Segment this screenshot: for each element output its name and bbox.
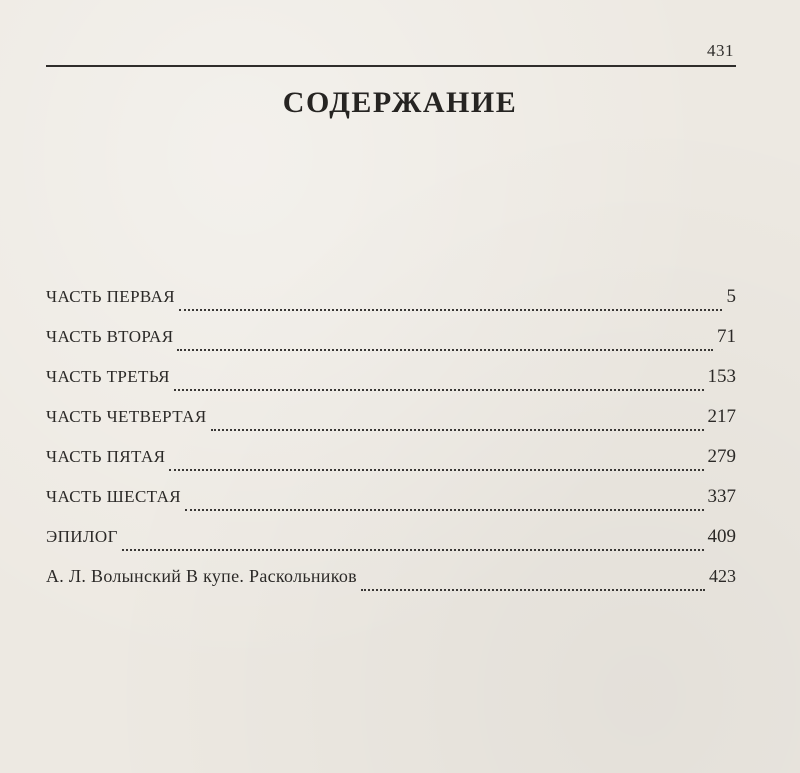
toc-entry-part-5: [46, 446, 736, 486]
toc-entry-part-4: [46, 406, 736, 446]
toc-entry-label: ЭПИЛОГ: [46, 527, 118, 546]
toc-entry-label: ЧАСТЬ ШЕСТАЯ: [46, 487, 182, 506]
toc-entry-epilogue: [46, 526, 736, 566]
toc-leader-dots: [361, 589, 705, 591]
table-of-contents: [46, 286, 736, 606]
toc-entry-label: ЧАСТЬ ВТОРАЯ: [46, 327, 174, 346]
toc-entry-part-6: [46, 486, 736, 526]
toc-leader-dots: [211, 429, 704, 431]
toc-entry-appendix: [46, 566, 736, 606]
toc-entry-label: А. Л. Волынский В купе. Раскольников: [46, 566, 357, 586]
page-title: СОДЕРЖАНИЕ: [282, 86, 518, 119]
toc-entry-page: 5: [726, 286, 736, 307]
toc-entry-page: 423: [709, 566, 736, 586]
toc-entry-page: 153: [707, 366, 736, 387]
page-number: 431: [707, 41, 734, 60]
toc-entry-label: ЧАСТЬ ПЯТАЯ: [46, 447, 166, 466]
toc-leader-dots: [169, 469, 703, 471]
toc-leader-dots: [185, 509, 703, 511]
toc-entry-label: ЧАСТЬ ПЕРВАЯ: [46, 287, 176, 306]
toc-entry-label: ЧАСТЬ ТРЕТЬЯ: [46, 367, 170, 386]
toc-entry-page: 217: [707, 406, 736, 427]
toc-entry-part-2: [46, 326, 736, 366]
toc-entry-page: 279: [707, 446, 736, 467]
toc-entry-part-3: [46, 366, 736, 406]
toc-leader-dots: [179, 309, 722, 311]
toc-leader-dots: [122, 549, 704, 551]
toc-entry-label: ЧАСТЬ ЧЕТВЕРТАЯ: [46, 407, 207, 426]
toc-leader-dots: [174, 389, 704, 391]
toc-entry-page: 409: [707, 526, 736, 547]
toc-entry-page: 71: [717, 326, 736, 347]
header-rule: [46, 65, 736, 67]
toc-entry-page: 337: [707, 486, 736, 507]
toc-leader-dots: [177, 349, 713, 351]
toc-entry-part-1: [46, 286, 736, 326]
